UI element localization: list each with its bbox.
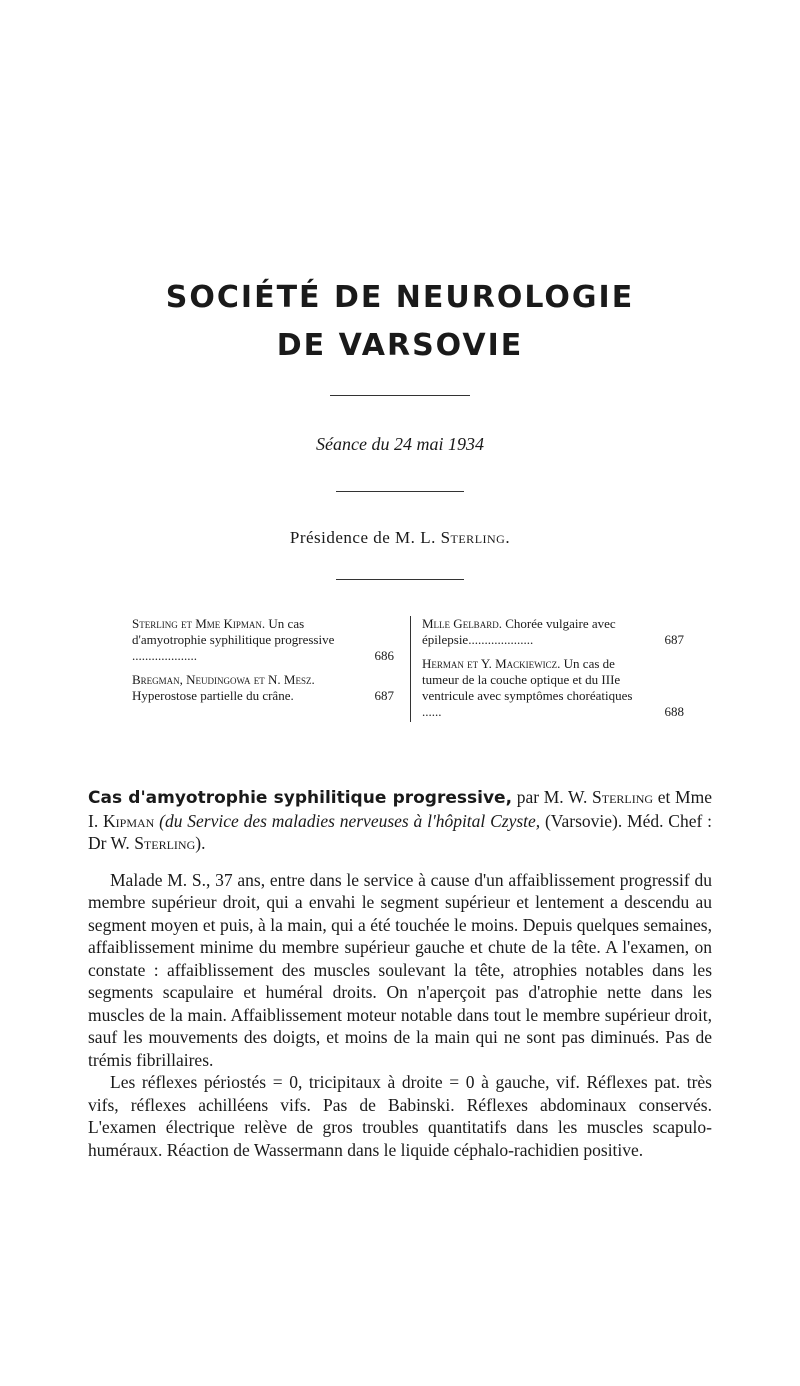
toc-entry [422,616,684,648]
toc-entry [132,672,394,704]
divider [336,491,464,492]
toc-title: . Un cas d'amyotrophie syphilitique progressive .................... [132,616,335,663]
article-by: par M. W. [512,787,592,807]
article-and: et Mme [653,787,712,807]
divider [336,579,464,580]
toc-title: . Chorée vulgaire avec épilepsie.................... [422,616,616,647]
toc-entry [132,616,394,664]
toc-page: 686 [374,648,394,663]
seance-date: Séance du 24 mai 1934 [316,434,484,454]
article-title: Cas d'amyotrophie syphilitique progressive, [88,788,513,808]
author-sterling: Sterling [592,787,654,807]
society-title-line1: SOCIÉTÉ DE NEUROLOGIE [165,280,635,315]
toc-right-column [422,616,684,728]
article-body [88,869,712,1162]
paragraph: Malade M. S., 37 ans, entre dans le service à cause d'un affaiblissement progressif du membre supérieur droit, qui a envahi le segment supérieur et lentement a descendu au segment moyen et puis, à la main, qui a été touchée le moins. Depuis quelques semaines, affaiblissement minime du membre supérieur gauche et chute de la tête. A l'examen, on constate : affaiblissement des muscles soulevant la tête, atrophies notables dans les segments scapulaire et huméral droits. On n'aperçoit pas d'atrophie nette dans les muscles de la main. Affaiblissement moteur notable dans tout le membre supérieur droit, sauf les mouvements des doigts, et moins de la main qui ne sont pas diminués. Pas de trémis fibrillaires. [88,869,712,1070]
toc-title: . Un cas de tumeur de la couche optique et du IIIe ventricule avec symptômes choréatiques ...... [422,656,633,719]
table-of-contents [132,616,684,724]
chef-name: Sterling [134,833,196,853]
article-heading-end: ). [195,833,206,853]
president-name: L. Sterling [420,528,506,547]
article-service: (du Service des maladies nerveuses à l'hôpital Czyste, [159,810,541,831]
article-location: (Varsovie). Méd. Chef : Dr W. [88,810,712,853]
presidence-prefix: Présidence de M. [289,528,421,547]
presidence-line [0,528,800,548]
presidence-suffix: . [505,528,511,547]
article [88,786,712,1161]
toc-page: 687 [664,632,684,647]
toc-authors: Sterling et Mme Kipman [132,616,262,631]
toc-title: . Hyperostose partielle du crâne. [132,672,315,703]
divider [330,395,470,396]
article-heading [88,786,712,855]
paragraph: Les réflexes périostés = 0, tricipitaux à droite = 0 à gauche, vif. Réflexes pat. très vifs, réflexes achilléens vifs. Pas de Babinski. Réflexes abdominaux conservés. L'examen électrique relève de gros troubles quantitatifs dans les muscles scapulo-huméraux. Réaction de Wassermann dans le liquide céphalo-rachidien positive. [88,1072,712,1160]
toc-authors: Mlle Gelbard [422,616,499,631]
toc-authors: Bregman, Neudingowa et N. Mesz [132,672,312,687]
toc-page: 687 [374,688,394,703]
toc-divider [410,616,411,722]
toc-authors: Herman et Y. Mackiewicz [422,656,558,671]
society-title-line2: DE VARSOVIE [276,328,524,363]
toc-page: 688 [664,704,684,719]
author-kipman: I. Kipman [88,810,155,831]
toc-entry [422,656,684,720]
toc-left-column [132,616,394,712]
